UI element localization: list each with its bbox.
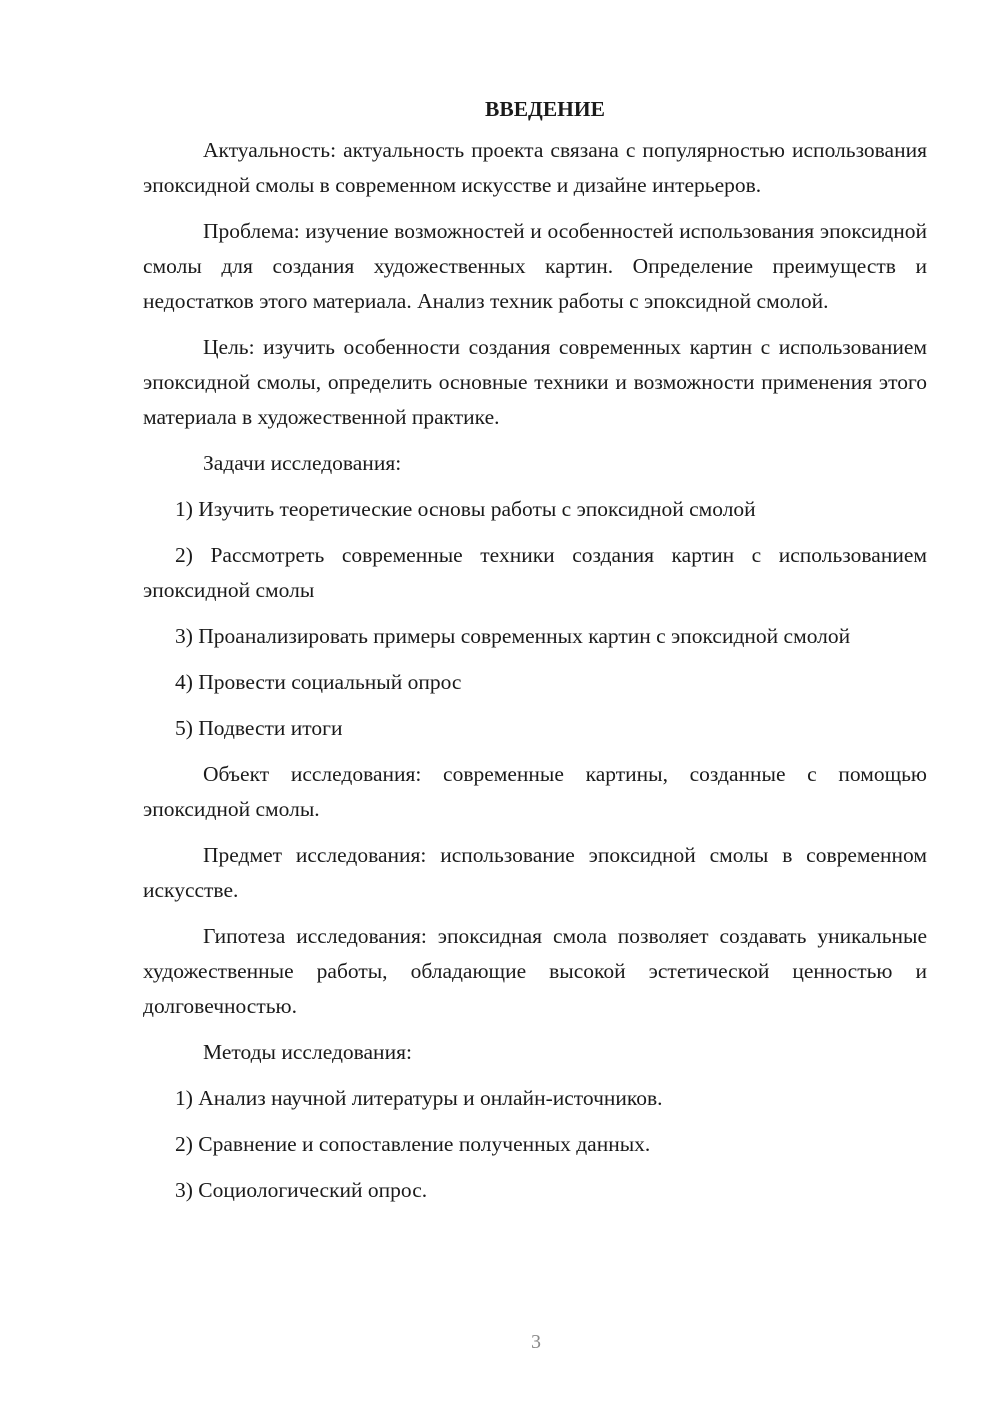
page-number: 3	[531, 1331, 541, 1353]
tasks-heading: Задачи исследования:	[203, 451, 402, 475]
document-page	[143, 92, 927, 1219]
task-item: 1) Изучить теоретические основы работы с эпоксидной смолой	[175, 497, 756, 521]
task-item: 3) Проанализировать примеры современных картин с эпоксидной смолой	[175, 624, 851, 648]
method-item: 2) Сравнение и сопоставление полученных данных.	[175, 1132, 651, 1156]
relevance-paragraph: Актуальность: актуальность проекта связана с популярностью использования эпоксидной смолы в современном искусстве и дизайне интерьеров.	[143, 138, 927, 197]
method-item: 3) Социологический опрос.	[175, 1178, 428, 1202]
goal-paragraph: Цель: изучить особенности создания современных картин с использованием эпоксидной смолы, определить основные техники и возможности применения этого материала в художественной практике.	[143, 335, 927, 429]
methods-heading: Методы исследования:	[203, 1040, 412, 1064]
subject-paragraph: Предмет исследования: использование эпоксидной смолы в современном искусстве.	[143, 843, 927, 902]
task-item: 2) Рассмотреть современные техники создания картин с использованием эпоксидной смолы	[143, 543, 927, 602]
hypothesis-paragraph: Гипотеза исследования: эпоксидная смола позволяет создавать уникальные художественные работы, обладающие высокой эстетической ценностью и долговечностью.	[143, 924, 927, 1018]
object-paragraph: Объект исследования: современные картины, созданные с помощью эпоксидной смолы.	[143, 762, 927, 821]
task-item: 4) Провести социальный опрос	[175, 670, 462, 694]
section-title: ВВЕДЕНИЕ	[485, 97, 605, 121]
task-item: 5) Подвести итоги	[175, 716, 343, 740]
method-item: 1) Анализ научной литературы и онлайн-источников.	[175, 1086, 663, 1110]
problem-paragraph: Проблема: изучение возможностей и особенностей использования эпоксидной смолы для создания художественных картин. Определение преимуществ и недостатков этого материала. Анализ техник работы с эпоксидной смолой.	[143, 219, 927, 313]
